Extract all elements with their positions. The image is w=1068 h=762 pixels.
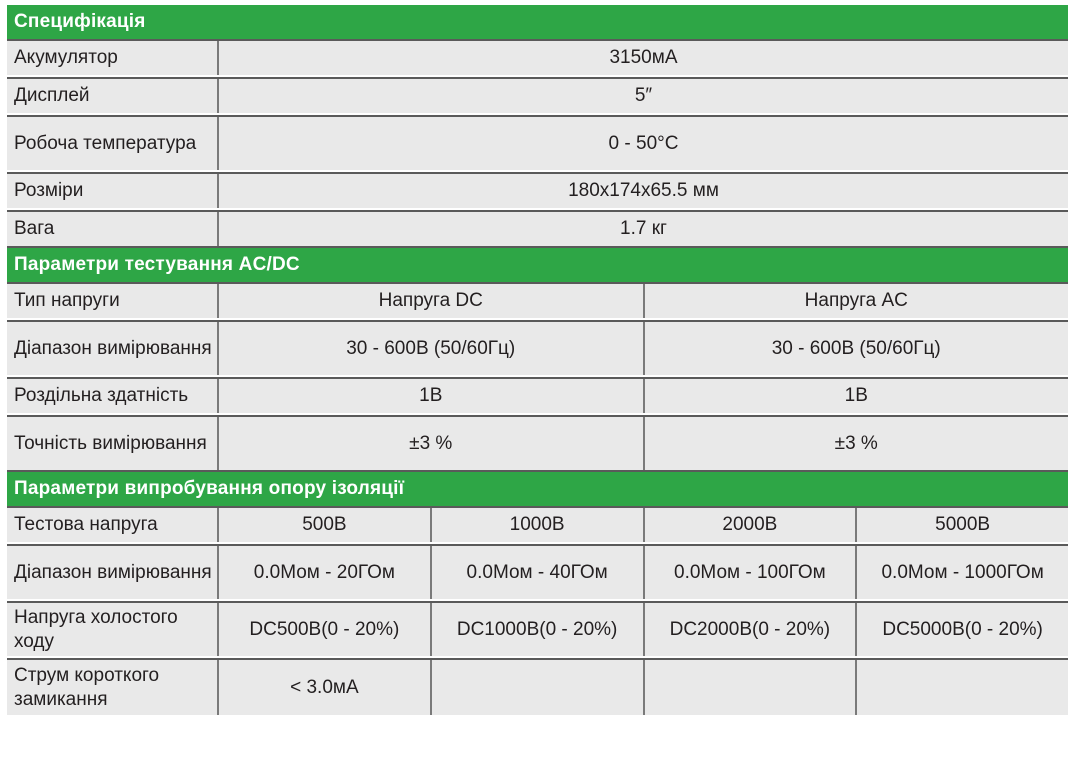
section-header-acdc: Параметри тестування AC/DC xyxy=(7,248,1068,282)
table-row xyxy=(7,77,1068,115)
cell-2000v: 0.0Мом - 100ГОм xyxy=(643,546,856,599)
row-value: 3150мА xyxy=(217,41,1068,75)
table-row xyxy=(7,115,1068,172)
table-row xyxy=(7,601,1068,658)
cell-5000v: 5000В xyxy=(855,508,1068,542)
cell-500v: < 3.0мА xyxy=(217,660,430,715)
row-label: Робоча температура xyxy=(14,132,197,154)
row-label: Струм короткого замикання xyxy=(14,664,160,710)
row-value: 1.7 кг xyxy=(217,212,1068,246)
cell-5000v: DC5000В(0 - 20%) xyxy=(855,603,1068,656)
spec-table xyxy=(7,5,1068,715)
table-row xyxy=(7,544,1068,601)
cell-1000v: DC1000В(0 - 20%) xyxy=(430,603,643,656)
row-label: Розміри xyxy=(14,180,84,201)
table-row xyxy=(7,210,1068,248)
table-row xyxy=(7,377,1068,415)
cell-2000v xyxy=(643,660,856,715)
table-row xyxy=(7,658,1068,715)
cell-5000v xyxy=(855,660,1068,715)
section-header-insulation: Параметри випробування опору ізоляції xyxy=(7,472,1068,506)
row-label: Діапазон вимірювання xyxy=(14,337,212,359)
row-label: Точність вимірювання xyxy=(14,432,207,454)
cell-1000v: 0.0Мом - 40ГОм xyxy=(430,546,643,599)
cell-1000v xyxy=(430,660,643,715)
row-label: Тип напруги xyxy=(14,290,120,311)
cell-5000v: 0.0Мом - 1000ГОм xyxy=(855,546,1068,599)
cell-dc: 30 - 600В (50/60Гц) xyxy=(217,322,643,375)
cell-1000v: 1000В xyxy=(430,508,643,542)
cell-ac: 1В xyxy=(643,379,1068,413)
table-row xyxy=(7,415,1068,472)
cell-ac: 30 - 600В (50/60Гц) xyxy=(643,322,1068,375)
row-value: 0 - 50°C xyxy=(217,117,1068,170)
row-label: Тестова напруга xyxy=(14,514,158,535)
row-label: Акумулятор xyxy=(14,47,118,68)
row-label: Вага xyxy=(14,218,55,239)
cell-2000v: DC2000В(0 - 20%) xyxy=(643,603,856,656)
row-label: Діапазон вимірювання xyxy=(14,561,212,583)
row-value: 180x174x65.5 мм xyxy=(217,174,1068,208)
table-row xyxy=(7,320,1068,377)
table-row xyxy=(7,506,1068,544)
cell-dc: Напруга DC xyxy=(217,284,643,318)
cell-2000v: 2000В xyxy=(643,508,856,542)
section-header-spec: Специфікація xyxy=(7,5,1068,39)
row-label: Дисплей xyxy=(14,85,90,106)
table-row xyxy=(7,39,1068,77)
cell-500v: 0.0Мом - 20ГОм xyxy=(217,546,430,599)
cell-500v: 500В xyxy=(217,508,430,542)
row-label: Напруга холостого ходу xyxy=(14,606,178,652)
table-row xyxy=(7,282,1068,320)
row-value: 5″ xyxy=(217,79,1068,113)
cell-dc: 1В xyxy=(217,379,643,413)
cell-500v: DC500В(0 - 20%) xyxy=(217,603,430,656)
cell-dc: ±3 % xyxy=(217,417,643,470)
cell-ac: Напруга AC xyxy=(643,284,1068,318)
row-label: Роздільна здатність xyxy=(14,385,189,406)
table-row xyxy=(7,172,1068,210)
cell-ac: ±3 % xyxy=(643,417,1068,470)
